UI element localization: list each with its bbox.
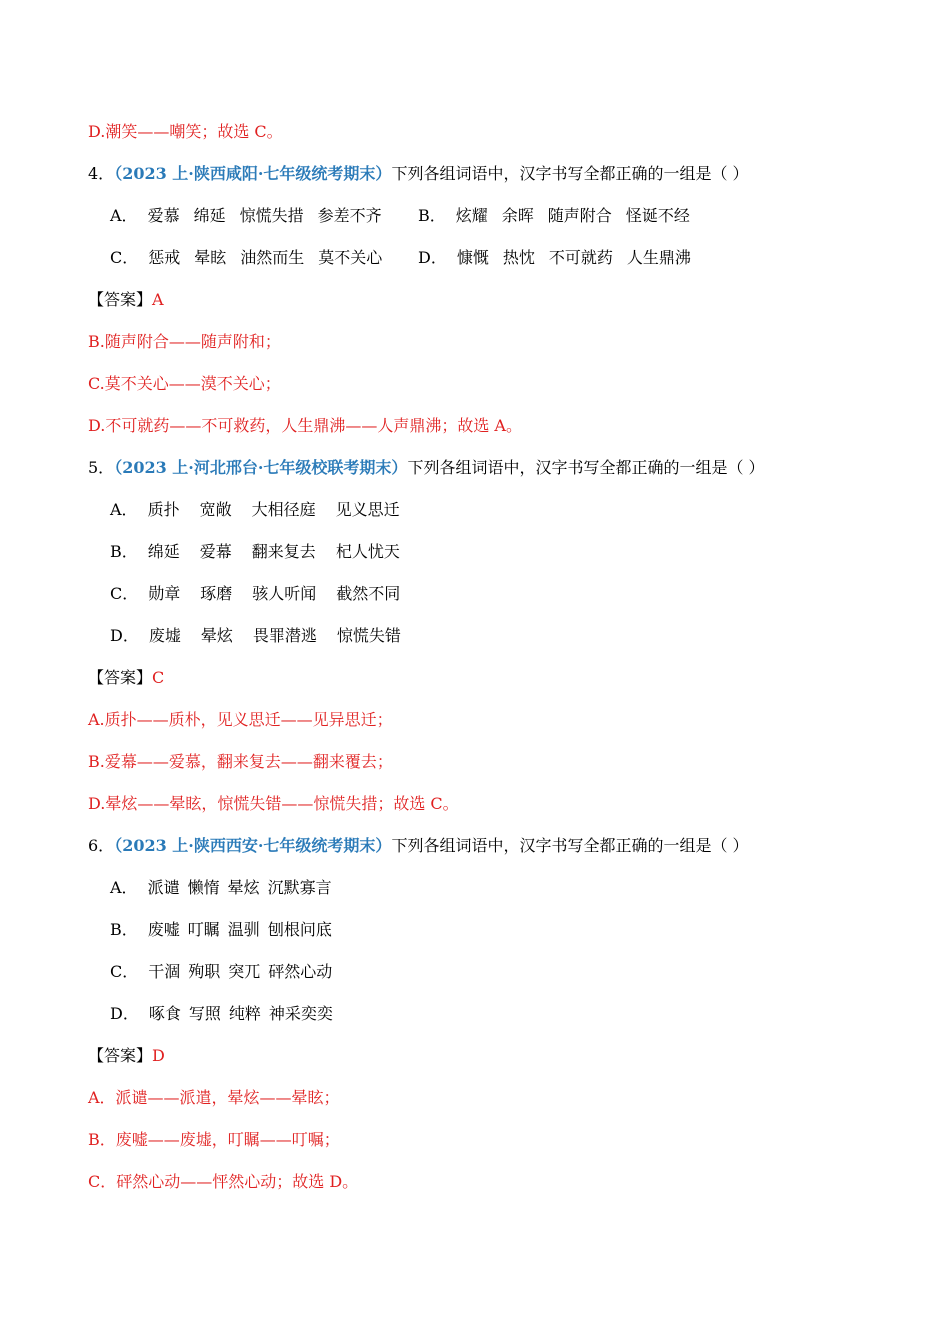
question-4-stem-line [88,162,749,186]
question-6-stem-line [88,834,749,858]
question-stem: 下列各组词语中，汉字书写全都正确的一组是（ ） [391,164,749,183]
option-word: 温驯 [227,920,260,939]
option-word: 见义思迁 [335,500,400,519]
option-word: 翻来复去 [251,542,316,561]
option-word: 啄食 [148,1004,181,1023]
option-word: 惩戒 [148,248,181,267]
explanation-line: B.爱幕——爱慕，翻来复去——翻来覆去； [88,752,393,771]
option-letter: D． [418,248,447,267]
option-word: 怪诞不经 [625,206,690,225]
question-number: 5． [88,458,115,477]
option-letter: D． [110,1004,139,1023]
option-letter: A． [110,500,138,519]
option-word: 热忱 [502,248,535,267]
answer-line [88,666,164,690]
option-word: 油然而生 [240,248,305,267]
option-word: 随声附合 [547,206,612,225]
option-b [110,918,346,942]
option-word: 绵延 [147,542,180,561]
option-letter: C． [110,584,139,603]
question-source: （2023 上·河北邢台·七年级校联考期末） [114,458,408,477]
question-stem: 下列各组词语中，汉字书写全都正确的一组是（ ） [407,458,765,477]
option-word: 爱慕 [147,206,180,225]
option-word: 废墟 [148,626,181,645]
option-word: 叮瞩 [187,920,220,939]
option-word: 废嘘 [147,920,180,939]
option-word: 截然不同 [336,584,401,603]
option-word: 惊慌失措 [239,206,304,225]
explanation-line: B．废嘘——废墟，叮瞩——叮嘱； [88,1130,340,1149]
option-word: 晕炫 [227,878,260,897]
option-word: 殉职 [188,962,221,981]
option-c [110,246,396,270]
question-source: （2023 上·陕西西安·七年级统考期末） [114,836,392,855]
option-word: 突兀 [228,962,261,981]
question-source: （2023 上·陕西咸阳·七年级统考期末） [114,164,392,183]
option-word: 爱幕 [199,542,232,561]
option-word: 写照 [188,1004,221,1023]
option-letter: A． [110,206,138,225]
option-word: 沉默寡言 [267,878,332,897]
option-word: 参差不齐 [317,206,382,225]
option-word: 慷慨 [456,248,489,267]
explanation-line: C.莫不关心——漠不关心； [88,374,281,393]
option-word: 干涸 [148,962,181,981]
option-word: 宽敞 [199,500,232,519]
explanation-line: A．派谴——派遣，晕炫——晕眩； [88,1088,340,1107]
option-word: 畏罪潜逃 [252,626,317,645]
answer-line [88,1044,165,1068]
option-word: 砰然心动 [268,962,333,981]
question-5-stem-line [88,456,765,480]
option-word: 刨根问底 [267,920,332,939]
option-a [110,498,414,522]
answer-value: D [152,1046,165,1065]
option-letter: A． [110,878,138,897]
explanation-line: B.随声附合——随声附和； [88,332,281,351]
explanation-line: A.质扑——质朴，见义思迁——见异思迁； [88,710,393,729]
option-letter: D． [110,626,139,645]
option-word: 绵延 [193,206,226,225]
option-word: 骇人听闻 [252,584,317,603]
question-number: 4． [88,164,115,183]
option-word: 晕炫 [200,626,233,645]
option-word: 大相径庭 [251,500,316,519]
option-c [110,960,346,984]
option-a [110,876,346,900]
option-word: 质扑 [147,500,180,519]
question-stem: 下列各组词语中，汉字书写全都正确的一组是（ ） [391,836,749,855]
option-letter: B． [110,542,138,561]
option-word: 懒惰 [187,878,220,897]
option-word: 琢磨 [200,584,233,603]
option-letter: C． [110,248,139,267]
option-letter: B． [110,920,138,939]
explanation-line: D.不可就药——不可救药，人生鼎沸——人声鼎沸；故选 A。 [88,416,522,435]
answer-label: 【答案】 [88,1046,153,1065]
explanation-line: D.晕炫——晕眩，惊慌失错——惊慌失措；故选 C。 [88,794,459,813]
answer-value: A [152,290,164,309]
option-word: 莫不关心 [318,248,383,267]
option-word: 杞人忧天 [335,542,400,561]
option-c [110,582,414,606]
top-explanation: D.潮笑——嘲笑；故选 C。 [88,122,283,141]
answer-line [88,288,164,312]
option-word: 炫耀 [455,206,488,225]
answer-label: 【答案】 [88,290,153,309]
option-word: 人生鼎沸 [626,248,691,267]
option-word: 不可就药 [548,248,613,267]
option-d [110,1002,347,1026]
answer-value: C [152,668,165,687]
option-b [110,540,414,564]
option-word: 纯粹 [228,1004,261,1023]
option-letter: B． [418,206,446,225]
question-number: 6． [88,836,115,855]
option-d [110,624,415,648]
option-word: 晕眩 [194,248,227,267]
option-word: 派谴 [147,878,180,897]
option-word: 勋章 [148,584,181,603]
option-letter: C． [110,962,139,981]
option-a [110,204,396,228]
option-word: 惊慌失错 [336,626,401,645]
answer-label: 【答案】 [88,668,153,687]
option-b [418,204,704,228]
option-d [418,246,705,270]
option-word: 余晖 [501,206,534,225]
option-word: 神采奕奕 [268,1004,333,1023]
explanation-line: C．砰然心动——怦然心动；故选 D。 [88,1172,359,1191]
